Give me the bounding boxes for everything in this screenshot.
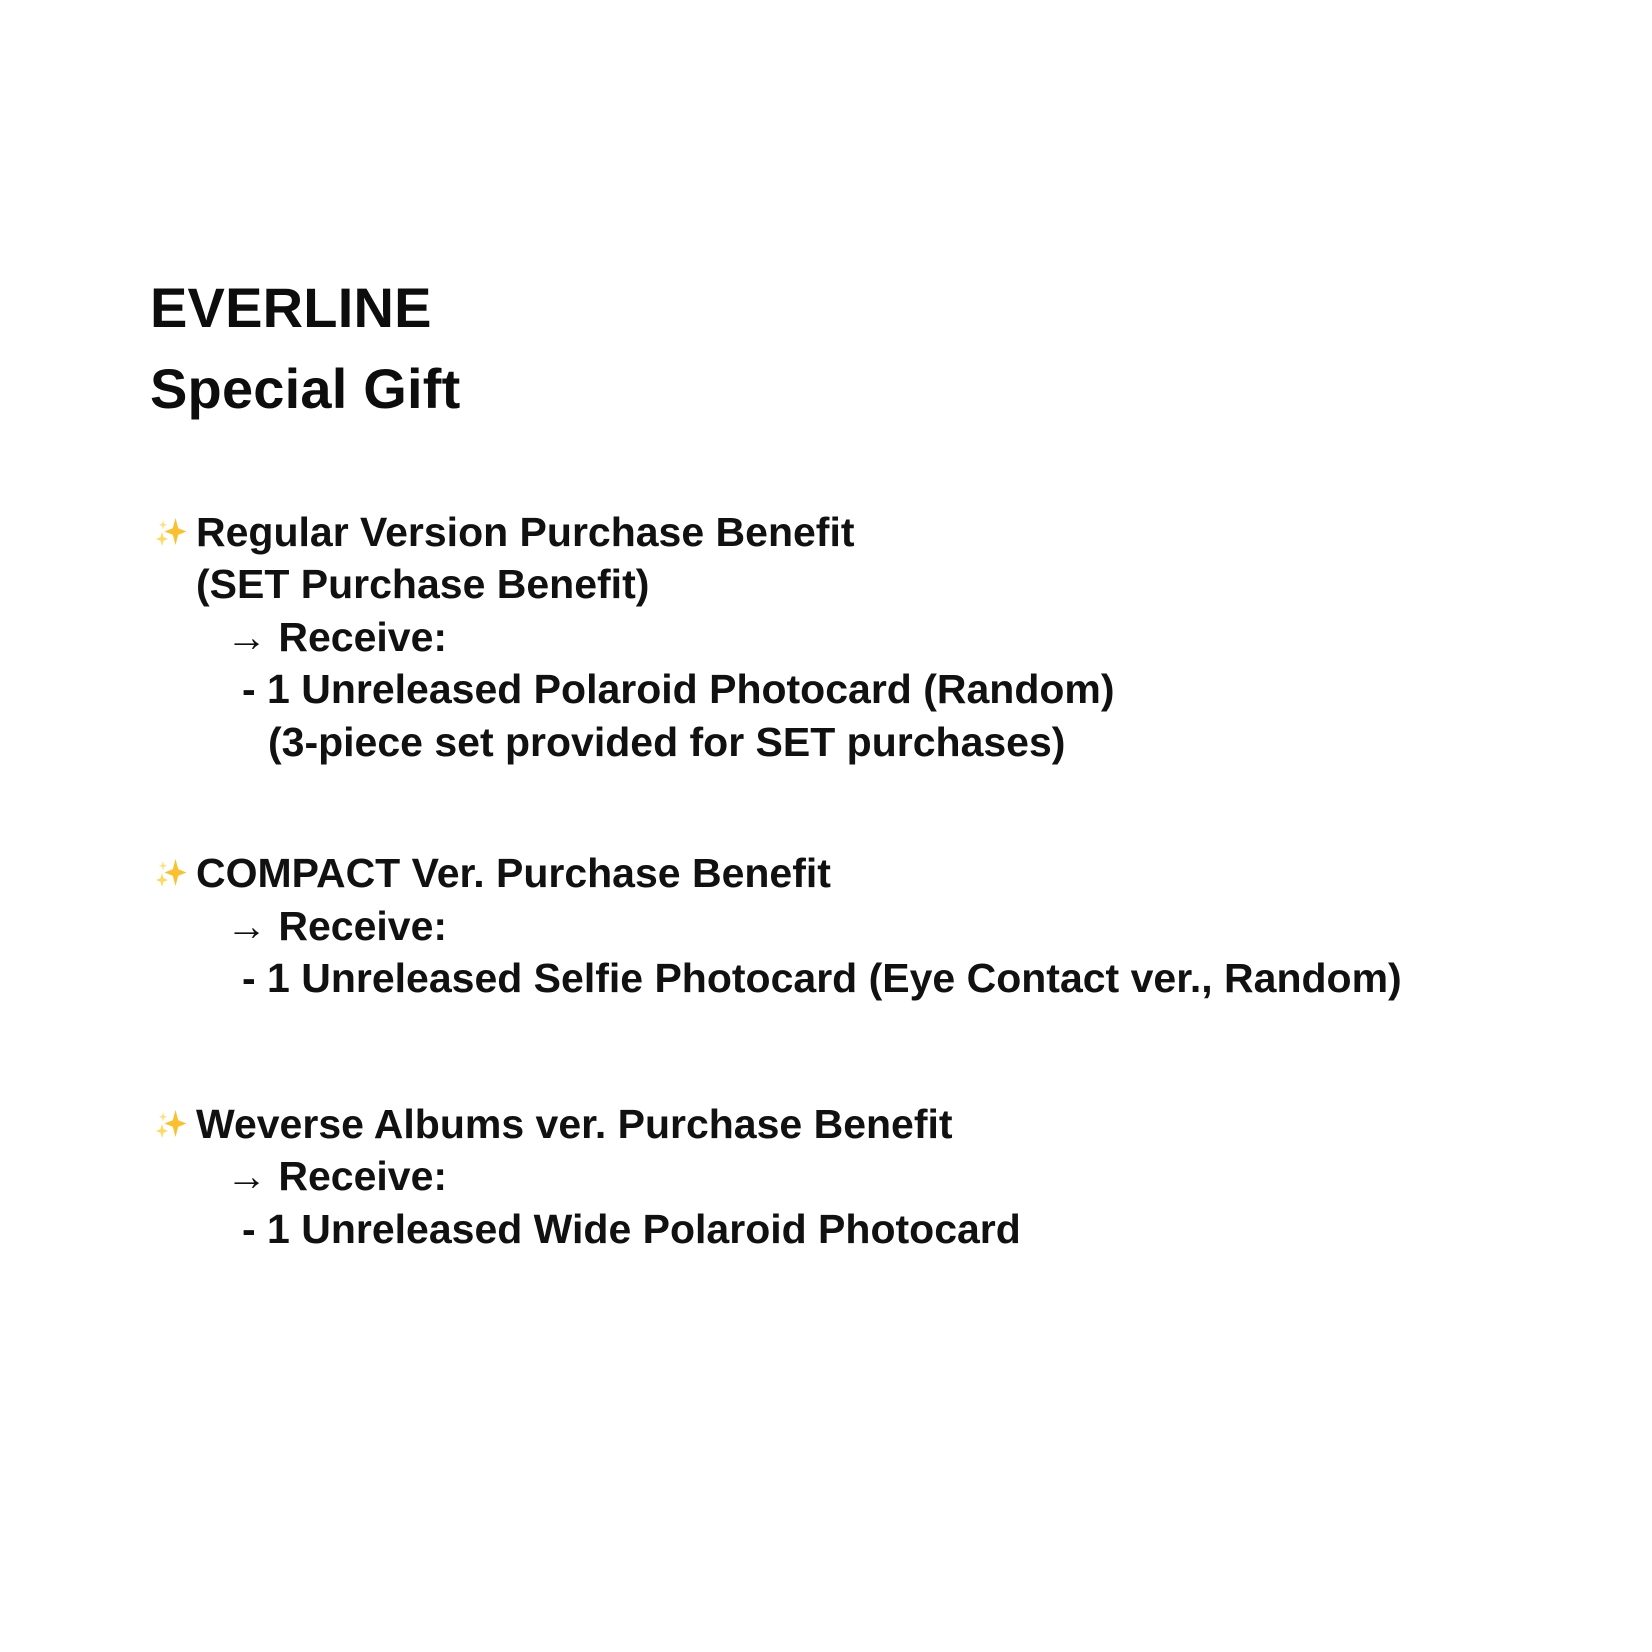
sparkles-icon — [150, 505, 196, 546]
sparkles-icon — [150, 846, 196, 887]
benefit-heading-weverse — [150, 1097, 1570, 1150]
benefit-item-weverse-1: - 1 Unreleased Wide Polaroid Photocard — [242, 1205, 1021, 1252]
benefit-section-weverse — [150, 1097, 1570, 1255]
page-title — [150, 268, 460, 429]
benefit-item-regular-1: - 1 Unreleased Polaroid Photocard (Random) — [242, 666, 1115, 713]
title-line-subject: Special Gift — [150, 356, 461, 420]
benefit-receive-label-compact: → Receive: — [226, 902, 448, 949]
benefit-note-regular: (3-piece set provided for SET purchases) — [268, 718, 1066, 765]
sparkles-icon — [150, 1097, 196, 1138]
benefit-heading-text: Regular Version Purchase Benefit — [196, 509, 855, 555]
benefit-section-compact — [150, 846, 1570, 1004]
benefit-heading-text: COMPACT Ver. Purchase Benefit — [196, 850, 831, 897]
benefit-heading-regular — [150, 505, 1570, 558]
benefit-subheading-regular: (SET Purchase Benefit) — [196, 561, 650, 608]
title-line-brand: EVERLINE — [150, 276, 432, 339]
benefit-receive-label-regular: → Receive: — [226, 613, 448, 660]
benefit-section-regular — [150, 505, 1570, 768]
benefit-heading-compact — [150, 846, 1570, 899]
benefit-heading-text: Weverse Albums ver. Purchase Benefit — [196, 1100, 953, 1147]
benefit-receive-label-weverse: → Receive: — [226, 1153, 448, 1200]
benefits-list — [150, 505, 1570, 1255]
benefit-item-compact-1: - 1 Unreleased Selfie Photocard (Eye Contact ver., Random) — [242, 955, 1402, 1002]
